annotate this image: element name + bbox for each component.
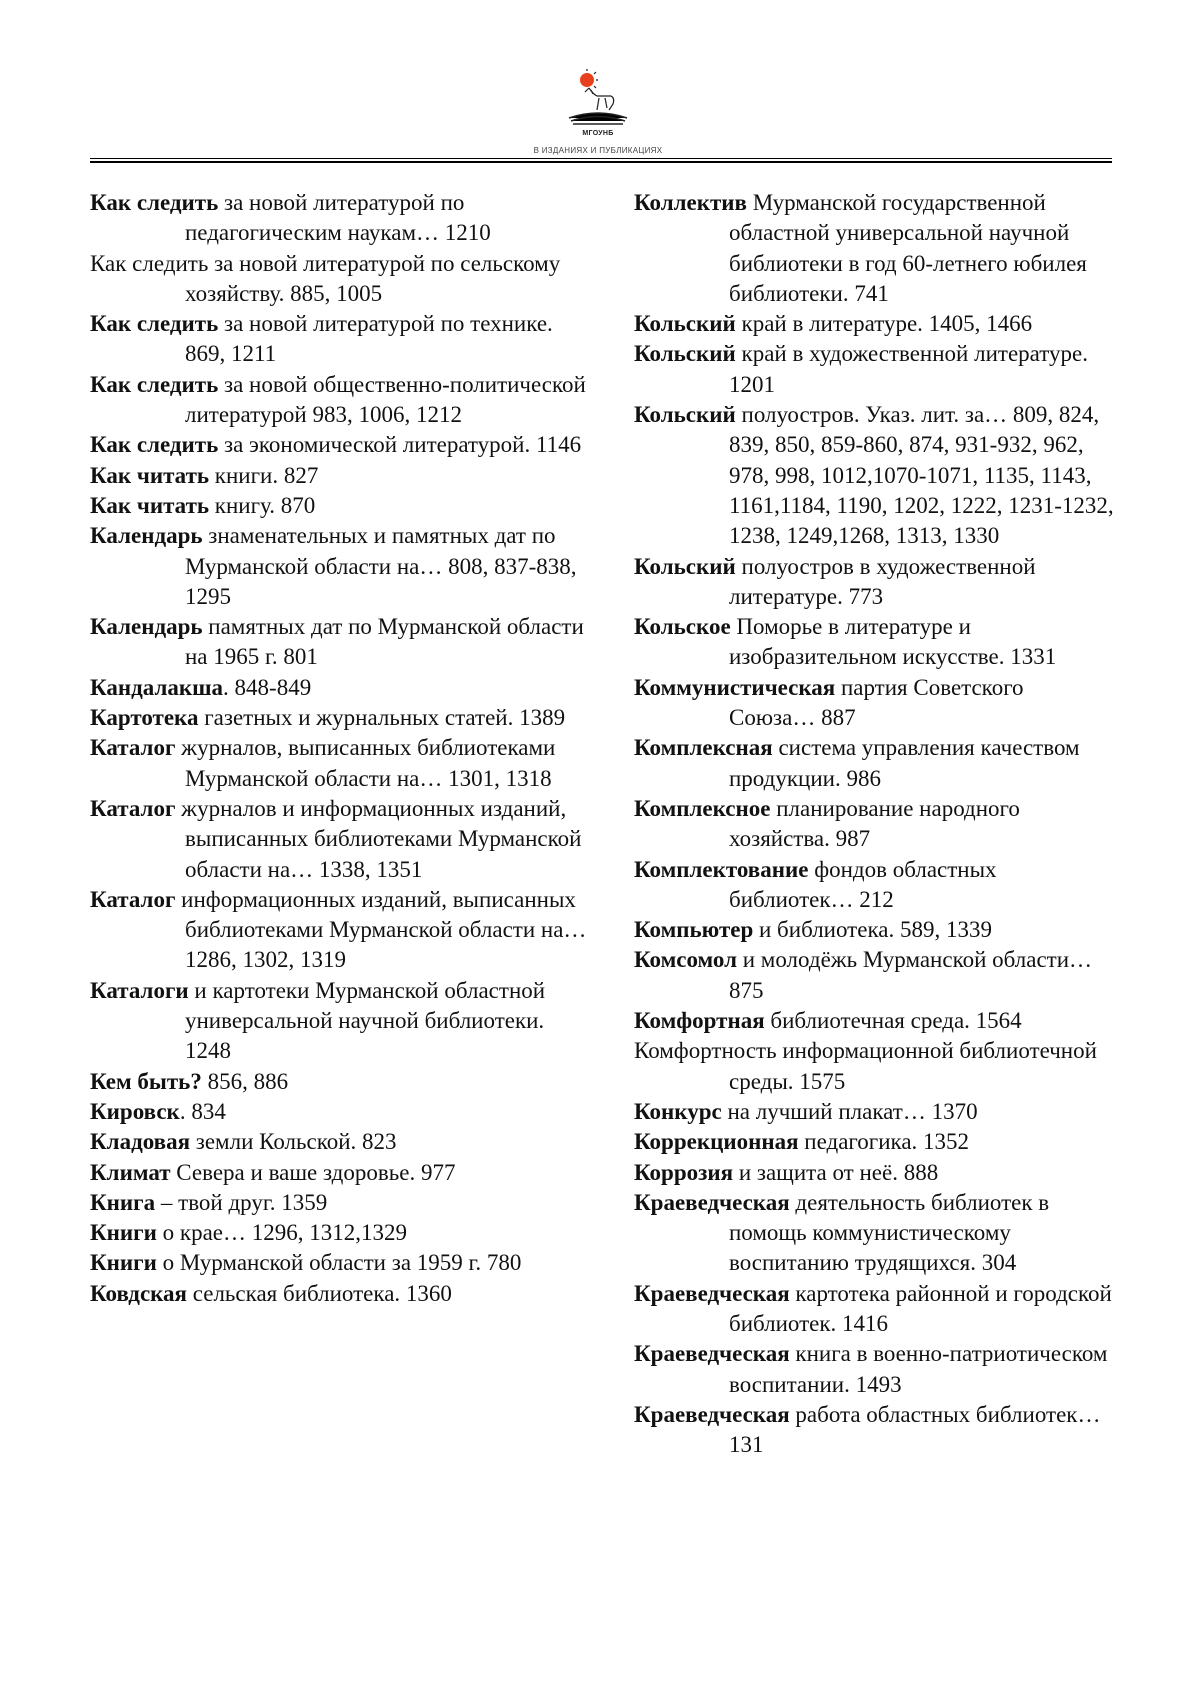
index-term: Как следить [90, 371, 219, 397]
index-entry [634, 673, 1114, 734]
index-entry [90, 733, 590, 794]
index-entry [634, 339, 1114, 400]
index-description: работа областных библиотек… 131 [729, 1401, 1101, 1458]
index-term: Каталоги [90, 977, 189, 1003]
index-description: планирование народного хозяйства. 987 [729, 795, 1020, 852]
index-description: 856, 886 [201, 1068, 289, 1094]
index-entry [90, 1188, 590, 1218]
index-entry [634, 1339, 1114, 1400]
index-term: Каталог [90, 886, 176, 912]
index-term: Комфортная [634, 1008, 765, 1034]
index-description: Как следить за новой литературой по сельскому хозяйству. 885, 1005 [90, 250, 561, 306]
index-description: книги. 827 [209, 462, 319, 488]
index-description: за новой общественно-политической литературой 983, 1006, 1212 [185, 371, 586, 428]
index-term: Кольский [634, 553, 736, 579]
index-description: педагогика. 1352 [798, 1129, 970, 1155]
index-entry [90, 430, 590, 460]
index-description: газетных и журнальных статей. 1389 [198, 705, 566, 731]
index-term: Каталог [90, 795, 176, 821]
index-term: Как следить [90, 432, 219, 458]
index-term: Ковдская [90, 1280, 187, 1306]
index-term: Календарь [90, 523, 203, 549]
index-term: Кем быть? [90, 1068, 202, 1094]
index-term: Книга [90, 1189, 156, 1215]
index-entry [634, 915, 1114, 945]
index-description: памятных дат по Мурманской области на 1965 г. 801 [185, 614, 584, 670]
index-entry [634, 794, 1114, 855]
index-entry [90, 1067, 590, 1097]
index-entry [634, 552, 1114, 613]
index-description: . 834 [179, 1098, 226, 1124]
index-column-left [90, 188, 590, 1309]
index-description: система управления качеством продукции. 986 [729, 735, 1080, 791]
index-entry [90, 673, 590, 703]
index-entry [90, 249, 590, 310]
index-entry [90, 1218, 590, 1248]
index-term: Картотека [90, 705, 199, 731]
index-entry [634, 1127, 1114, 1157]
index-description: информационных изданий, выписанных библиотеками Мурманской области на… 1286, 1302, 1319 [175, 886, 587, 973]
index-term: Коллектив [634, 190, 747, 215]
index-entry [90, 976, 590, 1067]
index-term: Кандалакша [90, 674, 224, 700]
index-term: Календарь [90, 614, 203, 640]
index-term: Кольский [634, 341, 736, 367]
index-term: Климат [90, 1159, 171, 1185]
index-entry [634, 733, 1114, 794]
index-description: книга в военно-патриотическом воспитании. 1493 [729, 1341, 1108, 1397]
index-description: книгу. 870 [209, 492, 316, 518]
index-term: Комсомол [634, 947, 737, 973]
index-description: Комфортность информационной библиотечной среды. 1575 [634, 1038, 1097, 1094]
index-term: Комплексное [634, 795, 771, 821]
index-entry [90, 1279, 590, 1309]
index-description: за новой литературой по технике. 869, 1211 [185, 311, 553, 367]
index-term: Коррозия [634, 1159, 734, 1185]
index-term: Коммунистическая [634, 674, 836, 700]
index-description: библиотечная среда. 1564 [764, 1008, 1022, 1034]
index-term: Комплексная [634, 735, 773, 761]
index-entry [90, 1158, 590, 1188]
index-description: полуостров в художественной литературе. 773 [729, 553, 1036, 609]
index-term: Краеведческая [634, 1341, 790, 1367]
index-entry [90, 370, 590, 431]
logo-label: МГОУНБ [582, 130, 614, 137]
index-term: Как следить [90, 190, 219, 215]
index-description: деятельность библиотек в помощь коммунистическому воспитанию трудящихся. 304 [729, 1189, 1050, 1276]
index-term: Как читать [90, 492, 210, 518]
index-entry [90, 1097, 590, 1127]
index-entry [634, 188, 1114, 309]
index-term: Кировск [90, 1098, 180, 1124]
header-divider [90, 158, 1112, 163]
index-description: за новой литературой по педагогическим наукам… 1210 [185, 190, 491, 246]
sun-icon [580, 73, 594, 87]
index-entry [634, 855, 1114, 916]
index-description: Мурманской государственной областной универсальной научной библиотеки в год 60-летнего юбилея библиотеки. 741 [729, 190, 1087, 306]
index-description: и защита от неё. 888 [733, 1159, 939, 1185]
index-term: Краеведческая [634, 1280, 790, 1306]
index-entry [634, 612, 1114, 673]
index-entry [90, 1248, 590, 1278]
index-description: журналов и информационных изданий, выписанных библиотеками Мурманской области на… 1338, 1351 [175, 795, 582, 882]
index-term: Как следить [90, 311, 219, 337]
index-term: Кольский [634, 402, 736, 428]
index-entry [634, 400, 1114, 551]
index-entry [90, 794, 590, 885]
index-entry [90, 1127, 590, 1157]
index-description: партия Советского Союза… 887 [729, 674, 1024, 731]
index-entry [634, 1006, 1114, 1036]
index-entry [634, 1400, 1114, 1461]
index-term: Краеведческая [634, 1189, 790, 1215]
index-description: на лучший плакат… 1370 [721, 1098, 978, 1124]
index-description: о крае… 1296, 1312,1329 [156, 1220, 407, 1246]
index-entry [634, 1279, 1114, 1340]
page-header [0, 0, 1196, 170]
index-term: Конкурс [634, 1098, 722, 1124]
index-description: Севера и ваше здоровье. 977 [170, 1159, 456, 1185]
index-description: земли Кольской. 823 [190, 1129, 397, 1155]
index-description: и картотеки Мурманской областной универсальной научной библиотеки. 1248 [185, 977, 546, 1064]
index-description: знаменательных и памятных дат по Мурманской области на… 808, 837-838, 1295 [185, 523, 577, 609]
index-description: и молодёжь Мурманской области… 875 [729, 947, 1093, 1003]
index-description: о Мурманской области за 1959 г. 780 [156, 1250, 522, 1276]
index-entry [634, 1188, 1114, 1279]
index-entry [90, 612, 590, 673]
index-description: Поморье в литературе и изобразительном искусстве. 1331 [729, 614, 1057, 670]
index-entry [90, 309, 590, 370]
index-description: журналов, выписанных библиотеками Мурманской области на… 1301, 1318 [175, 735, 556, 791]
header-subtitle: В ИЗДАНИЯХ И ПУБЛИКАЦИЯХ [533, 146, 663, 155]
index-term: Кладовая [90, 1129, 191, 1155]
index-term: Книги [90, 1250, 157, 1276]
index-term: Книги [90, 1220, 157, 1246]
index-column-right [634, 188, 1114, 1460]
index-entry [90, 885, 590, 976]
index-entry [90, 461, 590, 491]
index-term: Компьютер [634, 917, 754, 943]
index-term: Коррекционная [634, 1129, 799, 1155]
index-description: край в литературе. 1405, 1466 [735, 311, 1033, 337]
index-entry [90, 521, 590, 612]
index-description: за экономической литературой. 1146 [218, 432, 582, 458]
deer-sun-book-logo-icon [563, 68, 633, 128]
index-description: . 848-849 [223, 674, 312, 700]
index-description: край в художественной литературе. 1201 [729, 341, 1088, 397]
index-entry [634, 1097, 1114, 1127]
index-entry [90, 188, 590, 249]
index-entry [634, 1036, 1114, 1097]
index-term: Комплектование [634, 856, 809, 882]
index-entry [90, 703, 590, 733]
index-entry [634, 309, 1114, 339]
index-term: Кольский [634, 311, 736, 337]
index-entry [634, 945, 1114, 1006]
index-description: полуостров. Указ. лит. за… 809, 824, 839, 850, 859-860, 874, 931-932, 962, 978, 998, 1012,1070-1071, 1135, 1143, 1161,1184, 1190, 1202, 1222, 1231-1232, 1238, 1249,1268, 1313, 1330 [729, 402, 1114, 549]
index-description: картотека районной и городской библиотек. 1416 [729, 1280, 1112, 1336]
index-description: и библиотека. 589, 1339 [753, 917, 992, 943]
index-term: Краеведческая [634, 1401, 790, 1427]
index-description: – твой друг. 1359 [155, 1189, 328, 1215]
index-term: Каталог [90, 735, 176, 761]
index-entry [90, 491, 590, 521]
index-description: фондов областных библиотек… 212 [729, 856, 997, 912]
index-entry [634, 1158, 1114, 1188]
index-term: Кольское [634, 614, 731, 640]
index-term: Как читать [90, 462, 210, 488]
index-description: сельская библиотека. 1360 [187, 1280, 452, 1306]
